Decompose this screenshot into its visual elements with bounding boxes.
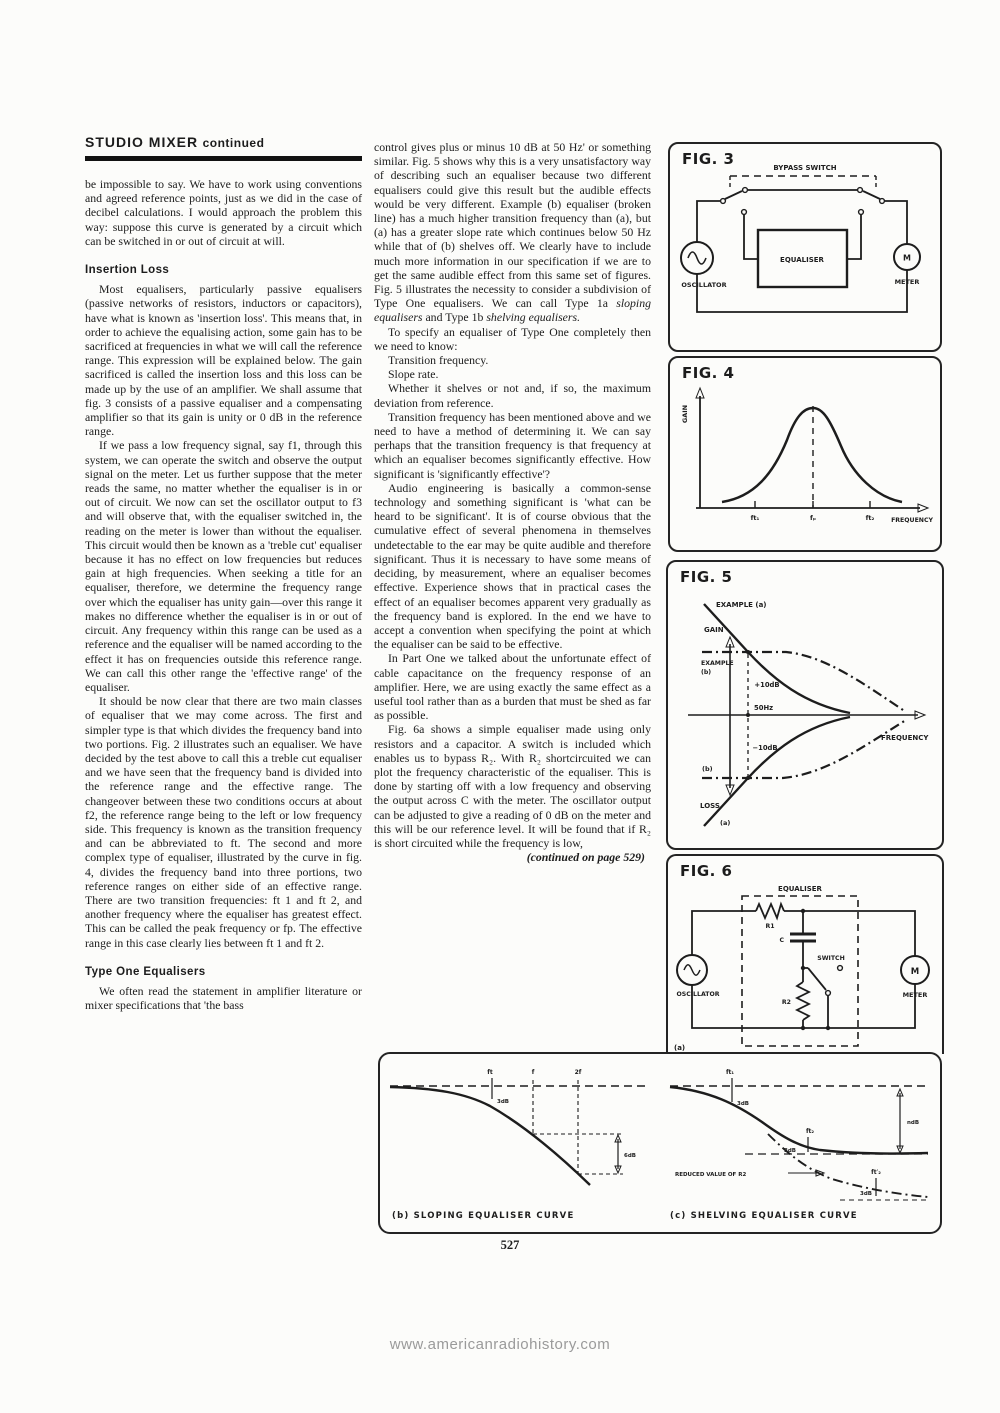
example-b-label-line1: EXAMPLE <box>701 660 734 667</box>
left-column <box>85 177 362 1012</box>
list-item: Slope rate. <box>388 367 439 382</box>
sloping-curve <box>390 1087 590 1185</box>
shelving-caption: (c) SHELVING EQUALISER CURVE <box>670 1211 858 1221</box>
figure-4-graph <box>670 358 940 550</box>
example-b-lower-curve <box>702 720 906 778</box>
paragraph: be impossible to say. We have to work using conventions and agreed reference points, just as we did in the case of decibel calculations. I would approach the problem this way: suppose this curve is generated by a circuit which can be switched in or out of circuit at will. <box>85 177 362 248</box>
italic-term: sloping equalisers <box>374 296 651 325</box>
gain-label: GAIN <box>704 626 724 634</box>
paragraph: Audio engineering is basically a common-sense technology and something significant is 'what can be heard to be significant'. It is of course obvious that the cumulative effect of several phenomena in themselves undetectable to the ear may be quite audible and therefore significant. Thus it is necessary to have some means of deciding, by measurement, where an equaliser becomes effective. Experience shows that in practical cases the effect of an equaliser becomes apparent very gradually as the frequency band is explored. In the end we have to accept a convention when specifying the point at which the equaliser can be said to be effective. <box>374 480 651 652</box>
section-heading-type-one: Type One Equalisers <box>85 965 206 978</box>
paragraph: control gives plus or minus 10 dB at 50 Hz' or something similar. Fig. 5 shows why this is a very unsatisfactory way of describing such an equaliser because two different equalisers could give this result but the audible effects would be very different. Example (b) equaliser (broken line) has a much higher transition frequency than (a), but (a) has a greater slope rate which continues below 50 Hz while that of (b) shelves off. We clearly have to include much more information in our specification if we are to get the same audible effect from this same set of figures. Fig. 5 illustrates the necessity to consider a subdivision of Type One equalisers. We can call Type 1a sloping equalisers and Type 1b shelving equalisers. <box>374 140 651 325</box>
ft-tick-label: ft <box>487 1069 493 1076</box>
resistor-r2 <box>797 982 809 1020</box>
meter-label: METER <box>902 991 928 999</box>
figure-5-box <box>666 560 944 850</box>
6db-label: 6dB <box>624 1153 636 1159</box>
c-label: C <box>779 937 784 944</box>
figure-4-label: FIG. 4 <box>682 364 735 382</box>
switch-arm <box>808 968 826 990</box>
continued-on-note: (continued on page 529) <box>526 850 645 865</box>
shelving-curve <box>670 1087 928 1154</box>
switch-label: SWITCH <box>817 955 845 962</box>
paragraph: We often read the statement in amplifier literature or mixer specifications that 'the bass <box>85 983 362 1013</box>
minus-10db-label: −10dB <box>752 744 778 752</box>
italic-term: shelving equalisers. <box>486 310 581 325</box>
equaliser-curves-diagram <box>380 1054 940 1232</box>
2f-tick-label: 2f <box>574 1069 582 1076</box>
r2-label: R2 <box>781 999 791 1006</box>
paragraph: It should be now clear that there are two main classes of equaliser that we may come across. The first and simpler type is that which divides the frequency band into two portions. Fig. 2 illustrates such an equaliser. We have decided by the test above to call this a treble cut equaliser and we have seen that the frequency band is divided into the reference range and the effective range. The changeover between these two conditions occurs at about f2, the reference range being to the left or low frequency side. This frequency is known as the transition frequency and can be abbreviated to ft. The second and more complex type of equaliser, illustrated by the curve in fig. 4, divides the frequency band into three portions, two reference ranges on either side of an effective range. There are two transition frequencies: ft 1 and ft 2, and another frequency where the equaliser has greatest effect. This can be called the peak frequency or fp. The effective range in this case clearly lies between ft 1 and ft 2. <box>85 694 362 950</box>
paragraph: Fig. 6a shows a simple equaliser made using only resistors and a capacitor. A switch is included which enables us to bypass R₂. With R₂ shortcircuited we can plot the frequency characteristic of the equaliser. This is done by starting off with a low frequency and observing the output across C with the meter. The oscillator output can be adjusted to give a reading of 0 dB on the meter and this will be our reference level. It will be found that if R₂ is short circuited while the frequency is low, <box>374 722 651 850</box>
figure-6-label: FIG. 6 <box>680 862 733 880</box>
bottom-curves-box <box>378 1052 942 1234</box>
loss-label: LOSS <box>700 802 720 810</box>
tick-ft2: ft₂ <box>865 514 875 522</box>
frequency-axis-label: FREQUENCY <box>891 517 933 524</box>
figure-4-box <box>668 356 942 552</box>
switch-arm-left <box>725 191 742 199</box>
reduced-r2-curve <box>768 1134 928 1197</box>
ft2-tick-label: ft₂ <box>805 1128 815 1135</box>
section-heading-insertion-loss: Insertion Loss <box>85 264 170 277</box>
list-item: Transition frequency. <box>388 353 489 368</box>
oscillator-label: OSCILLATOR <box>681 281 727 289</box>
example-a-lower-curve <box>704 717 850 826</box>
paragraph: Transition frequency has been mentioned above and we need to have a method of determining it. We can say perhaps that the transition frequency is that frequency at which an equaliser becomes significantly effective. How significant is 'significantly effective'? <box>374 409 651 481</box>
paragraph: To specify an equaliser of Type One completely then we need to know: <box>374 324 651 353</box>
article-header <box>85 134 363 152</box>
b-lower-label: (b) <box>702 765 713 773</box>
ft2-prime-tick-label: ft′₂ <box>871 1169 881 1176</box>
example-b-label-line2: (b) <box>701 669 712 676</box>
figure-6-box <box>666 854 944 1054</box>
figure-5-graph <box>668 562 942 848</box>
frequency-label: FREQUENCY <box>881 734 929 742</box>
3db-label: 3dB <box>860 1191 872 1197</box>
tick-ft1: ft₁ <box>750 514 760 522</box>
figure-5-label: FIG. 5 <box>680 568 733 586</box>
page-number: 527 <box>500 1238 520 1252</box>
meter-m: M <box>910 967 920 977</box>
paragraph: Most equalisers, particularly passive equalisers (passive networks of resistors, inductors or capacitors), have what is known as 'insertion loss'. This means that, in order to achieve the equalising action, some gain has to be sacrificed at frequencies in what we will call the reference range. This expression will be explained below. The gain sacrificed is called the insertion loss and this loss can be made up by the use of an amplifier. We shall assume that fig. 3 consists of a passive equaliser and a compensating amplifier so that its gain is unity or 0 dB in the reference range. <box>85 282 362 439</box>
peak-response-curve <box>722 408 902 502</box>
figure-3-circuit-diagram <box>670 144 940 350</box>
equaliser-label: EQUALISER <box>778 885 822 893</box>
switch-arm-right <box>863 191 880 199</box>
f-tick-label: f <box>531 1069 535 1076</box>
paragraph: If we pass a low frequency signal, say f1, through this system, we can operate the switch and observe the output signal on the meter. Let us further suppose that the meter reads the same, no matter whether the equaliser is in or out of circuit. We now can set the oscillator output to f3 and will observe that, with the equaliser switched in, the reading on the meter is lower than without the equaliser. This circuit would then be known as a 'treble cut' equaliser because it has no effect on low frequencies but reduces gain at high frequencies. When seeking a title for an equaliser, therefore, we determine the frequency range over which the equaliser has unity gain—over this range it makes no difference whether the equaliser is in or out of circuit. Any frequency within this range can be used as a reference and the equaliser will be named according to the effect it has on frequencies outside this reference range. We can call this other range the 'effective range' of the equaliser. <box>85 438 362 694</box>
ndb-label: ndB <box>907 1120 920 1126</box>
meter-m: M <box>903 253 911 263</box>
equaliser-label: EQUALISER <box>780 256 824 264</box>
article-continued-label: continued <box>202 136 265 150</box>
figure-6-circuit-diagram <box>668 856 942 1054</box>
ft1-tick-label: ft₁ <box>725 1069 735 1076</box>
paragraph: In Part One we talked about the unfortunate effect of cable capacitance on the frequency response of an amplifier. Here, we are using exactly the same effect as a useful tool rather than as a burden that must be shed as far as possible. <box>374 651 651 723</box>
oscillator-label: OSCILLATOR <box>676 991 720 998</box>
figure-3-box <box>668 142 942 352</box>
subfig-a-label: (a) <box>674 1044 686 1052</box>
50hz-label: 50Hz <box>754 704 774 712</box>
reduced-r2-label: REDUCED VALUE OF R2 <box>675 1172 747 1178</box>
header-rule <box>85 156 362 161</box>
tick-fp: fₚ <box>810 514 816 522</box>
example-a-upper-curve <box>704 604 850 713</box>
3db-label: 3dB <box>497 1099 509 1105</box>
3db-label: 3dB <box>784 1148 796 1154</box>
bypass-switch-label: BYPASS SWITCH <box>773 164 837 172</box>
a-lower-label: (a) <box>720 819 731 827</box>
meter-label: METER <box>894 278 920 286</box>
article-title: STUDIO MIXER <box>85 134 199 150</box>
sloping-caption: (b) SLOPING EQUALISER CURVE <box>392 1211 575 1221</box>
sine-icon <box>688 252 706 264</box>
figure-3-label: FIG. 3 <box>682 150 735 168</box>
middle-column <box>374 140 651 864</box>
3db-label: 3dB <box>737 1101 749 1107</box>
r1-label: R1 <box>765 923 775 930</box>
list-item: Whether it shelves or not and, if so, the maximum deviation from reference. <box>374 381 651 410</box>
gain-axis-label: GAIN <box>681 404 689 424</box>
watermark-url: www.americanradiohistory.com <box>389 1336 611 1353</box>
sine-icon <box>684 965 700 976</box>
plus-10db-label: +10dB <box>754 681 780 689</box>
resistor-r1 <box>756 904 784 918</box>
example-a-label: EXAMPLE (a) <box>716 601 767 609</box>
